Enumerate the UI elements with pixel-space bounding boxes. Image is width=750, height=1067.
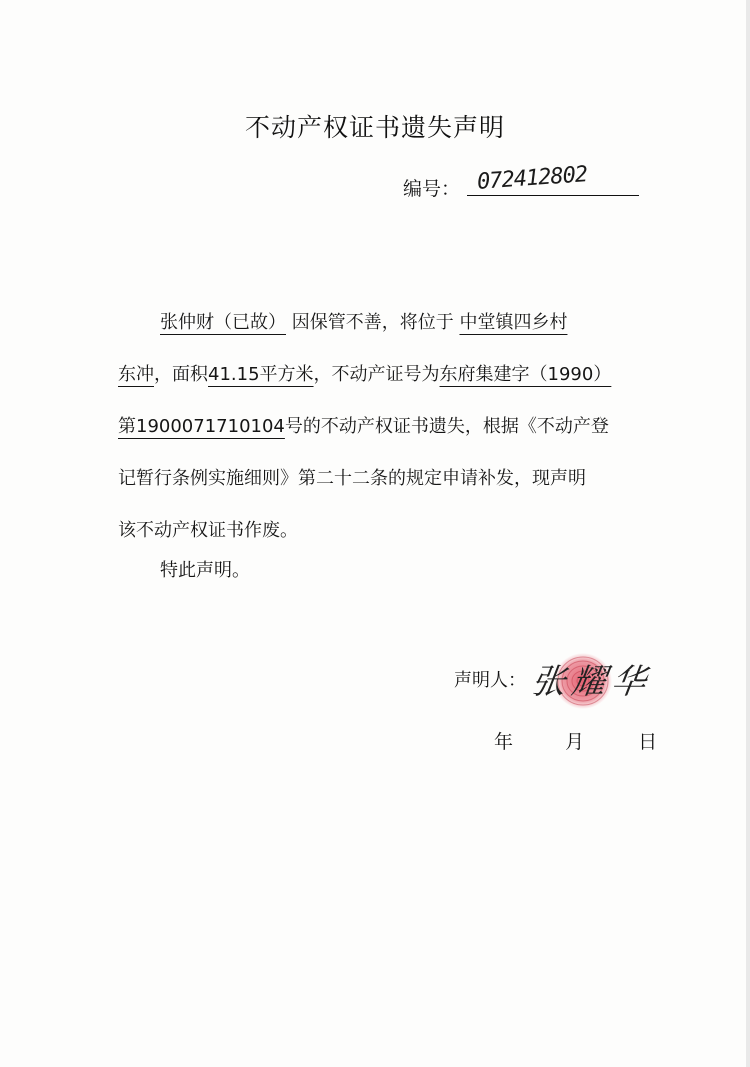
certificate-number: 东府集建字（1990）: [439, 364, 612, 385]
statement-line-1: [118, 297, 658, 349]
owner-name: 张仲财（已故）: [160, 312, 286, 333]
date-day-label: 日: [638, 731, 658, 753]
signer-block: [454, 660, 674, 720]
line2-text-a: ，面积: [154, 364, 208, 385]
certificate-number-cont: 第1900071710104: [118, 416, 285, 437]
statement-line-4: 记暂行条例实施细则》第二十二条的规定申请补发，现声明: [118, 468, 586, 489]
statement-line-5: 该不动产权证书作废。: [118, 520, 298, 541]
number-label: 编号：: [403, 178, 461, 200]
signer-label: 声明人：: [454, 670, 526, 691]
property-area: 41.15平方米: [208, 364, 314, 385]
date-month-label: 月: [565, 731, 585, 753]
statement-line-2: [118, 349, 658, 401]
property-location: 中堂镇四乡村: [459, 312, 568, 333]
line2-text-b: ，不动产证号为: [313, 364, 440, 385]
scan-edge: [746, 0, 750, 1067]
number-value-handwritten: 072412802: [476, 162, 588, 195]
document-number: [403, 162, 643, 202]
statement-body: [118, 297, 658, 557]
statement-line-3: [118, 401, 658, 453]
line1-text: 因保管不善，将位于: [291, 312, 454, 333]
property-location-cont: 东冲: [118, 364, 154, 385]
document-title: 不动产权证书遗失声明: [244, 113, 505, 142]
special-statement: 特此声明。: [160, 560, 250, 581]
number-underline: [467, 195, 639, 196]
date-year-label: 年: [494, 731, 514, 753]
handwritten-signature: 张耀华: [528, 662, 655, 702]
date-row: [494, 727, 657, 754]
line3-text: 号的不动产权证书遗失，根据《不动产登: [284, 416, 609, 437]
